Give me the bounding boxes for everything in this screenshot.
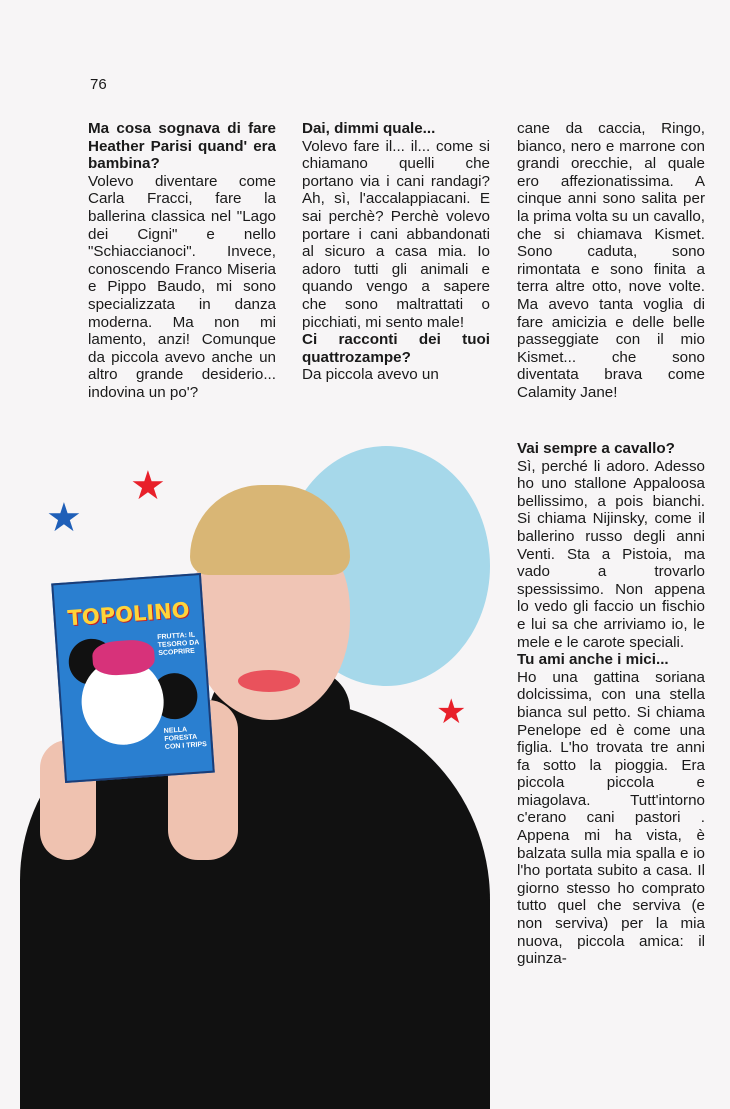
blue-star-icon: ★	[46, 496, 82, 540]
red-star-icon: ★	[130, 464, 166, 508]
question: Dai, dimmi quale...	[302, 120, 436, 137]
answer: Volevo fare il... il... come si chiamano quelli che portano via i cani randagi? Ah, sì, l'accalappiacani. E sai perchè? Perchè volevo portare i cani abbandonati al sicuro a casa mia. Io adoro tutti gli animali e quando vengo a sapere che sono maltrattati o picchiati, mi sento male!	[302, 137, 490, 331]
question: Vai sempre a cavallo?	[517, 440, 675, 457]
topolino-comic-cover	[51, 573, 215, 783]
question: Ma cosa sognava di fare Heather Parisi quand' era bambina?	[88, 120, 276, 173]
answer: Volevo diventare come Carla Fracci, fare la ballerina classica nel "Lago dei Cigni" e nello "Schiaccianoci". Invece, conoscendo Franco Miseria e Pippo Baudo, mi sono specializzata in danza moderna. Ma non mi lamento, anzi! Comunque da piccola avevo anche un altro grande desiderio... indovina un po'?	[88, 172, 276, 401]
comic-title: TOPOLINO	[66, 597, 191, 631]
question: Ci racconti dei tuoi quattrozampe?	[302, 331, 490, 366]
answer: Da piccola avevo un	[302, 366, 439, 384]
answer: Sì, perché li adoro. Adesso ho uno stallone Appaloosa bellissimo, a pois bianchi. Si chiama Nijinsky, come il ballerino russo degli anni Venti. Sta a Pistoia, ma vado a trovarlo spessissimo. Non appena lo vedo gli faccio un fischio e lui sa che arriviamo io, le mele e le carote speciali.	[517, 457, 705, 651]
text-column-3	[517, 120, 705, 402]
text-column-1	[88, 120, 276, 402]
page-number: 76	[90, 76, 107, 93]
text-column-3-continued	[517, 440, 705, 968]
answer: Ho una gattina soriana dolcissima, con una stella bianca sul petto. Si chiama Penelope ed è come una figlia. L'ho trovata tre anni fa sotto la pioggia. Era piccola piccola e miagolava. Tutt'intorno c'erano cani pastori . Appena mi ha vista, è balzata sulla mia spalla e io l'ho portata subito a casa. Il giorno stesso ho comprato tutto quel che serviva (e non serviva) per la mia nuova, piccola amica: il guinza-	[517, 668, 705, 968]
person-lips	[238, 670, 300, 692]
red-star-icon: ★	[436, 693, 467, 731]
comic-cover-text: NELLA FORESTA CON I TRIPS	[163, 726, 208, 751]
comic-cover-text: FRUTTA: IL TESORO DA SCOPRIRE	[157, 631, 200, 658]
question: Tu ami anche i mici...	[517, 651, 669, 669]
answer: cane da caccia, Ringo, bianco, nero e marrone con grandi orecchie, al quale ero affezionatissima. A cinque anni sono salita per la prima volta su un cavallo, che si chiamava Kismet. Sono caduta, sono rimontata e sono finita a terra altre otto, nove volte. Ma avevo tanta voglia di fare amicizia e delle belle passeggiate con il mio Kismet... che sono diventata brava come Calamity Jane!	[517, 120, 705, 401]
text-column-2	[302, 120, 490, 384]
